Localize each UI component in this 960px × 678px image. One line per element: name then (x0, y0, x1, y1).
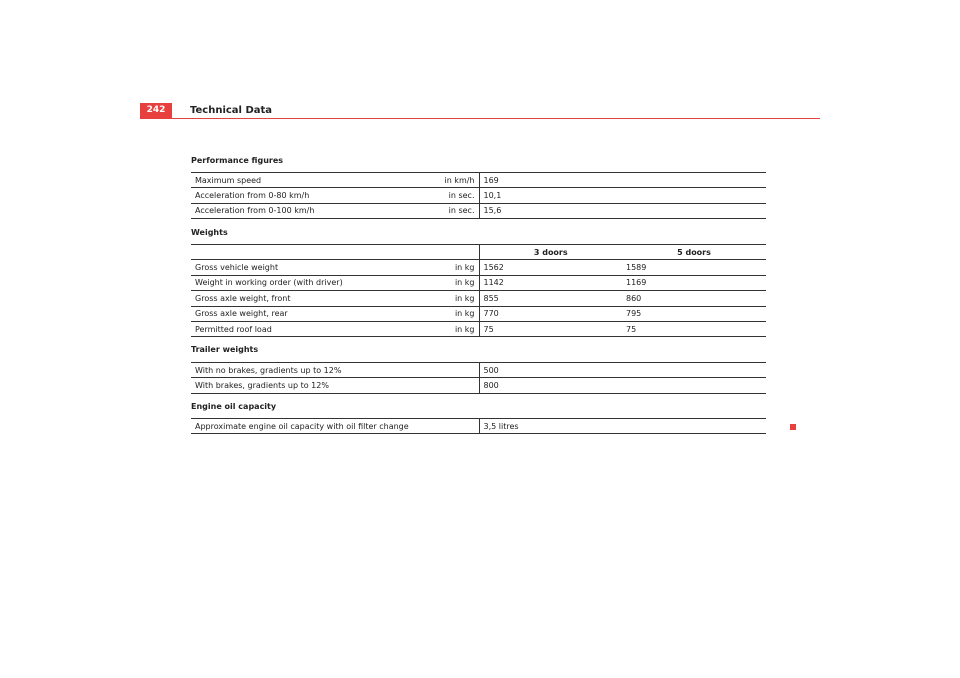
row-label: Gross axle weight, front (195, 293, 291, 303)
row-value-3-doors: 770 (479, 306, 622, 321)
row-unit: in kg (454, 309, 475, 319)
row-value: 10,1 (479, 188, 766, 203)
row-unit: in sec. (448, 191, 475, 201)
row-unit: in km/h (444, 175, 475, 185)
row-label: Gross axle weight, rear (195, 309, 288, 319)
row-value: 500 (479, 363, 766, 378)
row-unit: in kg (454, 278, 475, 288)
row-value: 169 (479, 173, 766, 188)
row-value-3-doors: 1142 (479, 275, 622, 290)
table-row (191, 378, 766, 393)
row-label-cell (191, 260, 479, 275)
row-label: With no brakes, gradients up to 12% (191, 363, 479, 378)
row-label: Maximum speed (195, 175, 262, 185)
row-value-5-doors: 795 (622, 306, 766, 321)
row-label-cell (191, 188, 479, 203)
row-value-3-doors: 855 (479, 291, 622, 306)
section-end-marker-icon (790, 424, 796, 430)
performance-table (191, 172, 766, 219)
row-label: Permitted roof load (195, 324, 272, 334)
header-blank-cell (191, 245, 479, 260)
table-row (191, 306, 766, 321)
table-row (191, 173, 766, 188)
row-label-cell (191, 306, 479, 321)
row-unit: in kg (454, 293, 475, 303)
trailer-table (191, 362, 766, 394)
row-value: 800 (479, 378, 766, 393)
row-label: With brakes, gradients up to 12% (191, 378, 479, 393)
engine-oil-heading: Engine oil capacity (191, 402, 277, 411)
trailer-heading: Trailer weights (191, 345, 259, 354)
row-label-cell (191, 203, 479, 218)
row-label: Weight in working order (with driver) (195, 278, 343, 288)
row-unit: in kg (454, 263, 475, 273)
row-unit: in sec. (448, 206, 475, 216)
table-row (191, 363, 766, 378)
row-label-cell (191, 291, 479, 306)
page-number: 242 (140, 103, 172, 118)
row-label-cell (191, 275, 479, 290)
row-value-5-doors: 1589 (622, 260, 766, 275)
row-label-cell (191, 321, 479, 336)
table-header-row (191, 245, 766, 260)
column-header-5-doors: 5 doors (622, 245, 766, 260)
table-row (191, 203, 766, 218)
row-label: Gross vehicle weight (195, 263, 279, 273)
header-rule (140, 118, 820, 119)
page-title: Technical Data (190, 105, 273, 116)
row-label: Acceleration from 0-80 km/h (195, 191, 310, 201)
row-label-cell (191, 173, 479, 188)
table-row (191, 275, 766, 290)
table-row (191, 260, 766, 275)
engine-oil-table (191, 418, 766, 434)
table-row (191, 188, 766, 203)
row-value-3-doors: 1562 (479, 260, 622, 275)
row-value-5-doors: 860 (622, 291, 766, 306)
column-header-3-doors: 3 doors (479, 245, 622, 260)
row-value: 3,5 litres (479, 419, 766, 434)
row-unit: in kg (454, 324, 475, 334)
weights-heading: Weights (191, 228, 228, 237)
weights-table (191, 244, 766, 337)
row-value-5-doors: 1169 (622, 275, 766, 290)
table-row (191, 321, 766, 336)
table-row (191, 419, 766, 434)
row-label: Approximate engine oil capacity with oil filter change (191, 419, 479, 434)
table-row (191, 291, 766, 306)
row-value: 15,6 (479, 203, 766, 218)
row-label: Acceleration from 0-100 km/h (195, 206, 315, 216)
row-value-3-doors: 75 (479, 321, 622, 336)
row-value-5-doors: 75 (622, 321, 766, 336)
performance-heading: Performance figures (191, 156, 284, 165)
